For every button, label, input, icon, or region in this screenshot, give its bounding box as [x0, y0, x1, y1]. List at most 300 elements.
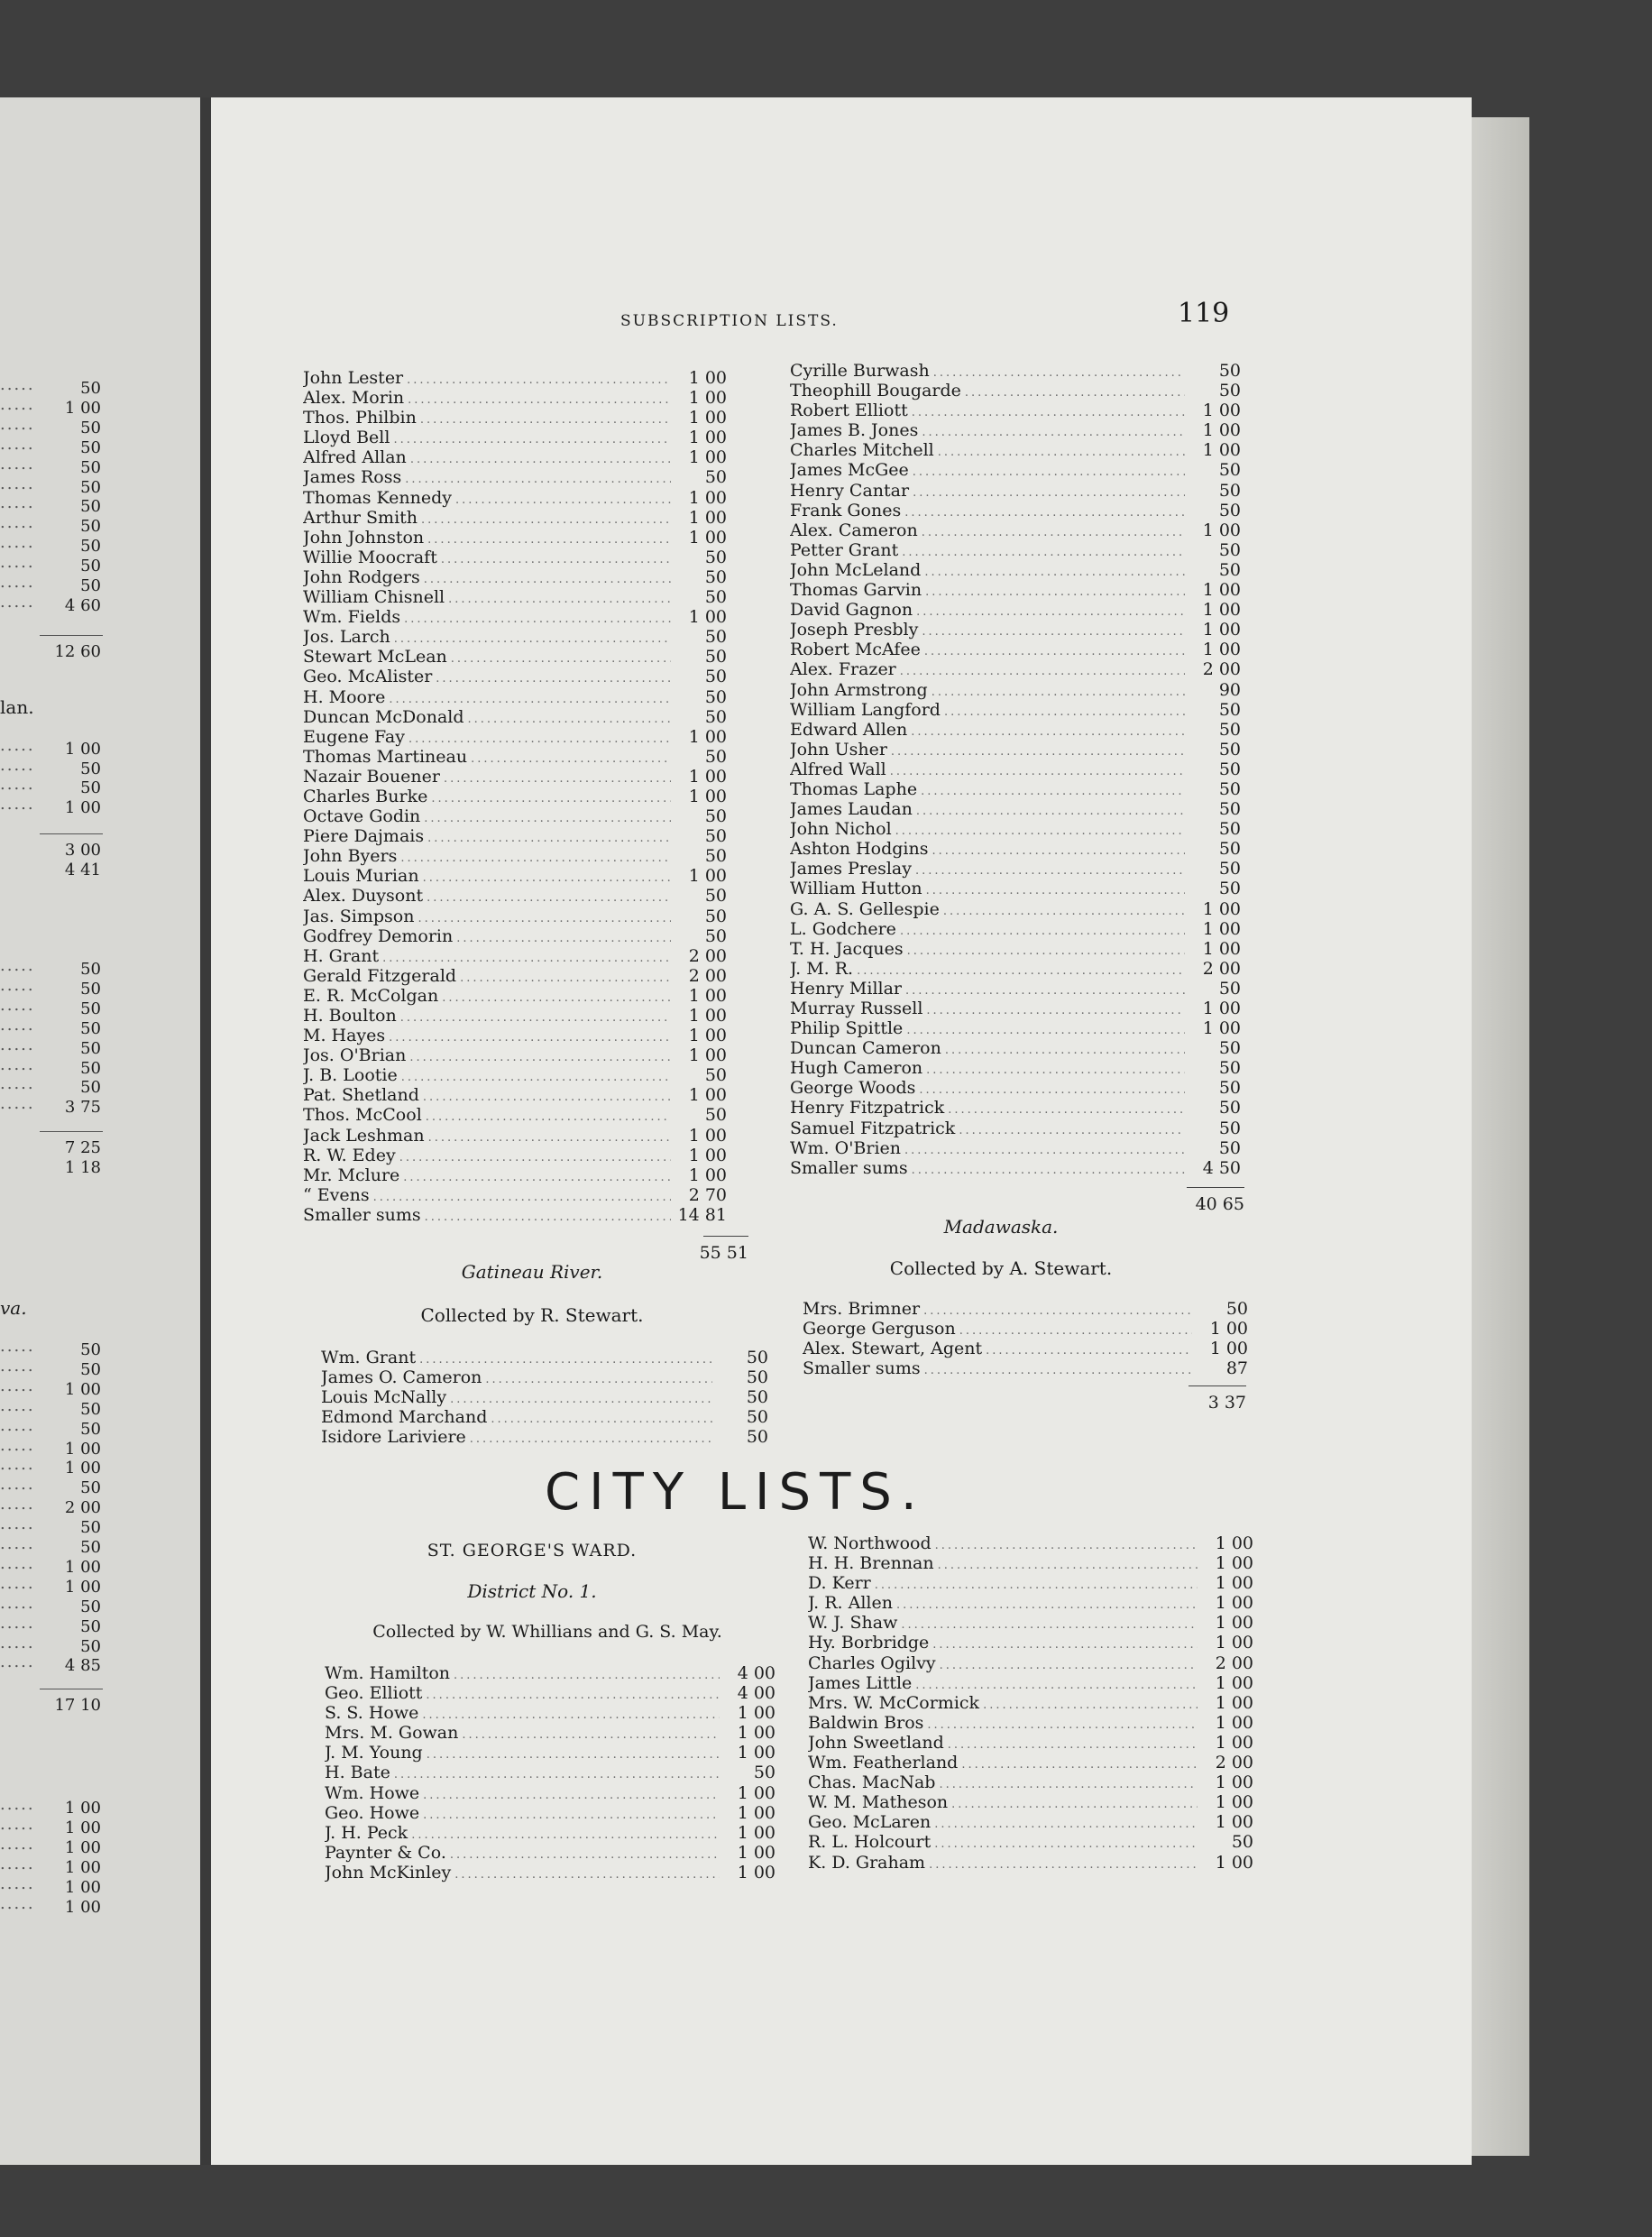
leader-dots — [912, 403, 1185, 420]
subscriber-name: Stewart McLean — [303, 647, 447, 667]
list-row — [790, 1158, 1241, 1178]
subscription-amount: 50 — [746, 1367, 768, 1388]
subscription-amount: 2 00 — [688, 945, 727, 966]
list-row — [790, 779, 1241, 799]
subscriber-name: Charles Ogilvy — [808, 1652, 936, 1673]
leader-dots: ..... — [0, 775, 35, 795]
list-row — [790, 859, 1241, 879]
subscriber-name: W. J. Shaw — [808, 1613, 898, 1634]
subscription-amount: 50 — [1218, 719, 1241, 740]
subscriber-name: Alex. Cameron — [790, 520, 918, 540]
leader-dots: ..... — [0, 995, 35, 1015]
subscriber-name: John Sweetland — [808, 1732, 944, 1753]
list-row — [808, 1613, 1253, 1633]
subscriber-name: T. H. Jacques — [790, 938, 904, 959]
left-page-total-rule — [40, 1131, 103, 1132]
list-row — [325, 1743, 776, 1763]
left-page-amount: 3 75 — [64, 1098, 101, 1118]
list-row — [303, 707, 727, 727]
subscription-amount: 1 00 — [688, 1045, 727, 1066]
leader-dots: ..... — [0, 1854, 35, 1873]
left-page-total-value: 17 10 — [54, 1696, 101, 1715]
subscriber-name: Godfrey Demorin — [303, 925, 454, 946]
leader-dots — [419, 1350, 712, 1367]
subscriber-name: George Woods — [790, 1078, 916, 1099]
list-row — [303, 926, 727, 946]
leader-dots — [408, 730, 671, 747]
leader-dots — [468, 710, 671, 727]
list-row — [808, 1673, 1253, 1693]
left-page-total-value: 1 18 — [64, 1158, 101, 1177]
subscriber-name: Alex. Frazer — [790, 659, 896, 680]
left-page-amount: 4 85 — [64, 1656, 101, 1676]
leader-dots — [926, 881, 1185, 898]
leader-dots — [403, 1168, 671, 1185]
list-row — [803, 1339, 1248, 1358]
leader-dots — [394, 1765, 720, 1782]
leader-dots — [923, 1302, 1192, 1319]
left-page-amount: 1 00 — [64, 740, 101, 759]
leader-dots — [400, 849, 671, 866]
leader-dots: ..... — [0, 493, 35, 513]
leader-dots — [986, 1341, 1192, 1358]
subscriber-name: Jas. Simpson — [303, 906, 415, 926]
left-page-heading-fragment: lan. — [0, 696, 34, 718]
list-row — [790, 420, 1241, 440]
subscription-amount: 2 00 — [1215, 1652, 1253, 1673]
leader-dots — [938, 443, 1185, 460]
leader-dots — [404, 610, 671, 627]
subscription-amount: 1 00 — [1202, 938, 1241, 959]
left-page-total-rule — [40, 833, 103, 834]
subscription-amount: 1 00 — [1215, 1633, 1253, 1653]
subscription-amount: 50 — [746, 1407, 768, 1428]
subscriber-name: Isidore Lariviere — [321, 1427, 466, 1448]
subscription-amount: 90 — [1218, 679, 1241, 700]
leader-dots — [451, 649, 671, 667]
subscription-amount: 4 00 — [737, 1663, 776, 1683]
left-page-amount: 50 — [80, 497, 101, 517]
list-row — [303, 986, 727, 1006]
leader-dots: ..... — [0, 474, 35, 493]
list-row — [790, 680, 1241, 700]
gatineau-collector: Collected by R. Stewart. — [420, 1304, 644, 1326]
subscriber-name: Thomas Laphe — [790, 778, 918, 799]
left-page-amount: 50 — [80, 557, 101, 576]
left-page-amount: 50 — [80, 759, 101, 778]
list-row — [790, 720, 1241, 740]
left-page-amount: 50 — [80, 1636, 101, 1656]
leader-dots: ..... — [0, 1054, 35, 1074]
subscriber-name: R. L. Holcourt — [808, 1832, 932, 1853]
subscription-amount: 1 00 — [1215, 1692, 1253, 1713]
subscription-amount: 1 00 — [688, 1125, 727, 1146]
leader-dots — [424, 570, 671, 587]
subscription-amount: 1 00 — [1215, 1533, 1253, 1553]
list-row — [790, 1078, 1241, 1098]
list-row — [790, 520, 1241, 540]
subscriber-name: Mrs. M. Gowan — [325, 1723, 459, 1744]
leader-dots — [405, 470, 671, 487]
subscription-amount: 50 — [1218, 778, 1241, 799]
left-page-amount: 50 — [80, 576, 101, 595]
subscriber-name: Robert Elliott — [790, 400, 908, 421]
subscription-amount: 50 — [704, 826, 727, 847]
leader-dots — [436, 669, 671, 686]
left-page-total-value: 3 00 — [64, 841, 101, 860]
subscription-amount: 50 — [1218, 500, 1241, 520]
list-row — [303, 1026, 727, 1045]
subscription-amount: 1 00 — [688, 1026, 727, 1046]
subscription-amount: 1 00 — [737, 1743, 776, 1763]
leader-dots: ..... — [0, 1633, 35, 1652]
madawaska-list — [803, 1299, 1248, 1378]
leader-dots — [939, 1775, 1198, 1792]
list-row — [303, 1006, 727, 1026]
subscriber-name: G. A. S. Gellespie — [790, 898, 940, 919]
left-page-total-rule — [40, 635, 103, 636]
leader-dots — [420, 410, 671, 428]
leader-dots: ..... — [0, 1495, 35, 1514]
left-page-amount-row — [0, 592, 101, 615]
subscription-amount: 50 — [1218, 1078, 1241, 1099]
list-row — [303, 627, 727, 647]
list-row — [803, 1319, 1248, 1339]
subscription-amount: 1 00 — [1202, 999, 1241, 1018]
list-row — [325, 1783, 776, 1803]
subscriber-name: James Preslay — [790, 859, 912, 879]
subscription-amount: 1 00 — [1215, 1712, 1253, 1733]
subscriber-name: Octave Godin — [303, 806, 421, 827]
left-page-amount: 1 00 — [64, 1897, 101, 1917]
list-row — [790, 1138, 1241, 1158]
leader-dots: ..... — [0, 1593, 35, 1613]
subscriber-name: Mrs. Brimner — [803, 1299, 921, 1319]
list-row — [808, 1653, 1253, 1673]
subscription-amount: 1 00 — [737, 1782, 776, 1803]
list-row — [303, 1045, 727, 1065]
left-page-amount: 50 — [80, 999, 101, 1018]
leader-dots: ..... — [0, 573, 35, 592]
subscriber-name: James B. Jones — [790, 420, 919, 441]
list-row — [790, 1098, 1241, 1118]
list-row — [303, 1205, 727, 1225]
left-page-total — [0, 1696, 101, 1715]
leader-dots — [959, 1321, 1192, 1339]
subscription-amount: 1 00 — [688, 1006, 727, 1026]
list-row — [790, 1038, 1241, 1058]
leader-dots — [422, 1706, 720, 1723]
subscriber-name: H. Boulton — [303, 1006, 397, 1026]
leader-dots — [425, 1208, 671, 1225]
subscriber-name: James McGee — [790, 460, 909, 481]
leader-dots — [423, 1088, 671, 1105]
left-page-amount: 50 — [80, 437, 101, 457]
ward-heading: ST. GEORGE'S WARD. — [427, 1541, 638, 1560]
leader-dots — [857, 962, 1185, 979]
subscriber-name: Thos. Philbin — [303, 408, 417, 428]
subscription-amount: 2 00 — [1202, 958, 1241, 979]
list-row — [790, 400, 1241, 420]
leader-dots: ..... — [0, 1514, 35, 1534]
subscription-amount: 50 — [704, 566, 727, 587]
subscriber-name: Jos. O'Brian — [303, 1045, 407, 1066]
left-page-amount: 1 00 — [64, 1877, 101, 1897]
leader-dots — [905, 981, 1185, 999]
subscriber-name: Alfred Wall — [790, 759, 886, 779]
leader-dots — [393, 430, 671, 447]
list-row — [790, 700, 1241, 720]
leader-dots: ..... — [0, 1094, 35, 1114]
subscriber-name: Geo. McLaren — [808, 1812, 932, 1833]
subscriber-name: James Laudan — [790, 799, 913, 820]
subscription-amount: 1 00 — [737, 1842, 776, 1863]
left-page-amount: 1 00 — [64, 1577, 101, 1597]
left-page-amount: 50 — [80, 1058, 101, 1078]
city-left-list — [325, 1663, 776, 1883]
subscription-amount: 1 00 — [688, 1165, 727, 1185]
list-row — [303, 528, 727, 548]
subscriber-name: Joseph Presbly — [790, 620, 919, 640]
leader-dots — [427, 888, 671, 906]
list-row — [808, 1693, 1253, 1713]
subscriber-name: K. D. Graham — [808, 1852, 926, 1873]
subscription-amount: 50 — [1218, 978, 1241, 999]
list-row — [303, 647, 727, 667]
leader-dots — [891, 742, 1185, 759]
leader-dots — [462, 1726, 720, 1743]
left-page-amount: 50 — [80, 1078, 101, 1098]
leader-dots — [932, 842, 1185, 859]
subscription-amount: 1 00 — [688, 1085, 727, 1106]
leader-dots — [409, 1048, 671, 1065]
left-page-amount: 50 — [80, 1538, 101, 1557]
leader-dots: ..... — [0, 1395, 35, 1415]
subscription-amount: 50 — [1218, 539, 1241, 560]
subscriber-name: Wm. Grant — [321, 1348, 417, 1367]
left-page-amount: 50 — [80, 517, 101, 537]
list-row — [303, 727, 727, 747]
leader-dots: ..... — [0, 394, 35, 414]
leader-dots — [933, 364, 1185, 381]
list-row — [303, 1085, 727, 1105]
subscriber-name: Baldwin Bros — [808, 1712, 924, 1733]
leader-dots — [423, 1786, 720, 1803]
leader-dots — [485, 1370, 712, 1387]
subscription-amount: 1 00 — [1202, 600, 1241, 621]
left-page-amount: 50 — [80, 1038, 101, 1058]
subscriber-name: Pat. Shetland — [303, 1085, 419, 1106]
subscription-amount: 50 — [704, 686, 727, 707]
leader-dots: ..... — [0, 1834, 35, 1854]
subscription-amount: 1 00 — [1215, 1772, 1253, 1793]
list-row — [790, 759, 1241, 779]
leader-dots — [431, 789, 671, 806]
list-row — [303, 467, 727, 487]
subscription-amount: 1 00 — [688, 1145, 727, 1165]
leader-dots — [448, 590, 671, 607]
leader-dots — [915, 861, 1185, 879]
leader-dots — [455, 491, 671, 508]
book-gutter — [200, 97, 211, 2165]
leader-dots — [904, 503, 1185, 520]
list-row — [303, 548, 727, 567]
subscriber-name: John Johnston — [303, 527, 425, 548]
subscriber-name: Jack Leshman — [303, 1125, 425, 1146]
subscription-amount: 50 — [1218, 699, 1241, 720]
subscriber-name: J. R. Allen — [808, 1593, 893, 1614]
leader-dots: ..... — [0, 1035, 35, 1054]
subscription-amount: 1 00 — [688, 726, 727, 747]
subscription-amount: 50 — [704, 587, 727, 608]
subscriber-name: Geo. Howe — [325, 1802, 420, 1823]
subscriber-name: John Usher — [790, 739, 887, 759]
subscription-amount: 1 00 — [737, 1802, 776, 1823]
list-row — [303, 408, 727, 428]
leader-dots — [401, 1068, 671, 1085]
list-row — [790, 361, 1241, 381]
leader-dots — [961, 1755, 1198, 1772]
left-page-amount: 1 00 — [64, 1837, 101, 1857]
column-a-total-rule — [703, 1236, 748, 1237]
subscriber-name: Wm. Fields — [303, 607, 401, 628]
left-page-heading-fragment: va. — [0, 1297, 27, 1319]
subscription-amount: 1 00 — [688, 607, 727, 628]
leader-dots: ..... — [0, 1613, 35, 1633]
list-row — [303, 447, 727, 467]
list-row — [808, 1553, 1253, 1573]
leader-dots — [418, 909, 671, 926]
subscriber-name: Robert McAfee — [790, 640, 921, 660]
list-row — [321, 1387, 768, 1407]
subscription-amount: 1 00 — [1202, 640, 1241, 660]
left-page-total — [0, 1138, 101, 1157]
leader-dots: ..... — [0, 434, 35, 454]
gatineau-list — [321, 1348, 768, 1447]
subscription-amount: 50 — [1218, 799, 1241, 820]
leader-dots: ..... — [0, 1534, 35, 1553]
subscription-amount: 50 — [1218, 1137, 1241, 1158]
subscription-amount: 1 00 — [737, 1822, 776, 1843]
subscriber-name: Chas. MacNab — [808, 1772, 936, 1793]
subscriber-name: George Gerguson — [803, 1319, 956, 1339]
subscriber-name: W. M. Matheson — [808, 1792, 949, 1813]
list-row — [790, 580, 1241, 600]
list-row — [790, 999, 1241, 1018]
leader-dots — [450, 1390, 712, 1407]
subscription-amount: 1 00 — [1215, 1593, 1253, 1614]
leader-dots — [427, 829, 671, 846]
subscription-amount: 1 00 — [688, 408, 727, 428]
left-page-amount: 50 — [80, 1018, 101, 1038]
list-row — [790, 1018, 1241, 1038]
subscription-amount: 50 — [1218, 759, 1241, 779]
list-row — [303, 806, 727, 826]
subscriber-name: Edmond Marchand — [321, 1407, 488, 1428]
subscriber-name: Smaller sums — [803, 1358, 921, 1379]
subscriber-name: Philip Spittle — [790, 1018, 904, 1039]
subscription-amount: 1 00 — [688, 388, 727, 409]
subscriber-name: Willie Moocraft — [303, 547, 437, 567]
list-row — [303, 607, 727, 627]
subscriber-name: Henry Millar — [790, 978, 903, 999]
subscriber-name: M. Hayes — [303, 1026, 386, 1046]
leader-dots — [932, 1635, 1198, 1652]
subscriber-name: Ashton Hodgins — [790, 839, 929, 860]
subscriber-name: Theophill Bougarde — [790, 381, 961, 401]
subscriber-name: Louis Murian — [303, 866, 419, 887]
list-row — [325, 1843, 776, 1863]
subscriber-name: Samuel Fitzpatrick — [790, 1118, 956, 1138]
madawaska-total-rule — [1189, 1385, 1246, 1386]
list-row — [790, 560, 1241, 580]
district-heading: District No. 1. — [467, 1580, 597, 1602]
list-row — [325, 1683, 776, 1703]
left-page-amount: 50 — [80, 477, 101, 497]
subscriber-name: Wm. O'Brien — [790, 1137, 902, 1158]
left-page-amount: 1 00 — [64, 1857, 101, 1877]
subscriber-name: Smaller sums — [303, 1204, 421, 1225]
leader-dots — [423, 1806, 720, 1823]
leader-dots — [900, 922, 1185, 939]
subscription-amount: 50 — [746, 1387, 768, 1408]
subscription-amount: 1 00 — [688, 487, 727, 508]
list-row — [325, 1703, 776, 1723]
list-row — [790, 839, 1241, 859]
list-row — [803, 1358, 1248, 1378]
leader-dots — [491, 1410, 712, 1427]
subscription-amount: 1 00 — [1202, 1018, 1241, 1039]
leader-dots — [983, 1696, 1198, 1713]
leader-dots — [934, 1835, 1198, 1852]
subscriber-name: William Langford — [790, 699, 941, 720]
list-row — [790, 381, 1241, 400]
subscription-amount: 1 00 — [1202, 440, 1241, 461]
list-row — [321, 1407, 768, 1427]
subscription-amount: 1 00 — [688, 428, 727, 448]
subscriber-name: James O. Cameron — [321, 1367, 482, 1388]
subscription-amount: 1 00 — [1215, 1732, 1253, 1753]
list-row — [303, 886, 727, 906]
list-row — [790, 600, 1241, 620]
left-page-total-value: 7 25 — [64, 1138, 101, 1157]
leader-dots — [426, 1108, 671, 1125]
left-page-amount: 50 — [80, 778, 101, 798]
subscription-amount: 1 00 — [688, 368, 727, 388]
left-page-amount: 1 00 — [64, 1799, 101, 1818]
subscriber-name: H. Grant — [303, 945, 380, 966]
leader-dots — [454, 1865, 720, 1883]
column-b-list — [790, 361, 1241, 1178]
subscription-amount: 50 — [704, 1065, 727, 1086]
leader-dots: ..... — [0, 975, 35, 995]
subscriber-name: Mr. Mclure — [303, 1165, 400, 1185]
leader-dots — [901, 1616, 1198, 1633]
subscription-amount: 1 00 — [688, 507, 727, 528]
leader-dots — [470, 1430, 712, 1447]
subscription-amount: 50 — [704, 647, 727, 667]
leader-dots — [948, 1735, 1198, 1753]
leader-dots — [959, 1121, 1185, 1138]
subscriber-name: Duncan McDonald — [303, 706, 464, 727]
leader-dots — [427, 530, 671, 548]
subscriber-name: James Little — [808, 1672, 913, 1693]
leader-dots — [926, 1001, 1185, 1018]
leader-dots — [915, 1676, 1198, 1693]
leader-dots — [389, 1028, 671, 1045]
subscriber-name: J. M. R. — [790, 958, 854, 979]
list-row — [790, 640, 1241, 659]
